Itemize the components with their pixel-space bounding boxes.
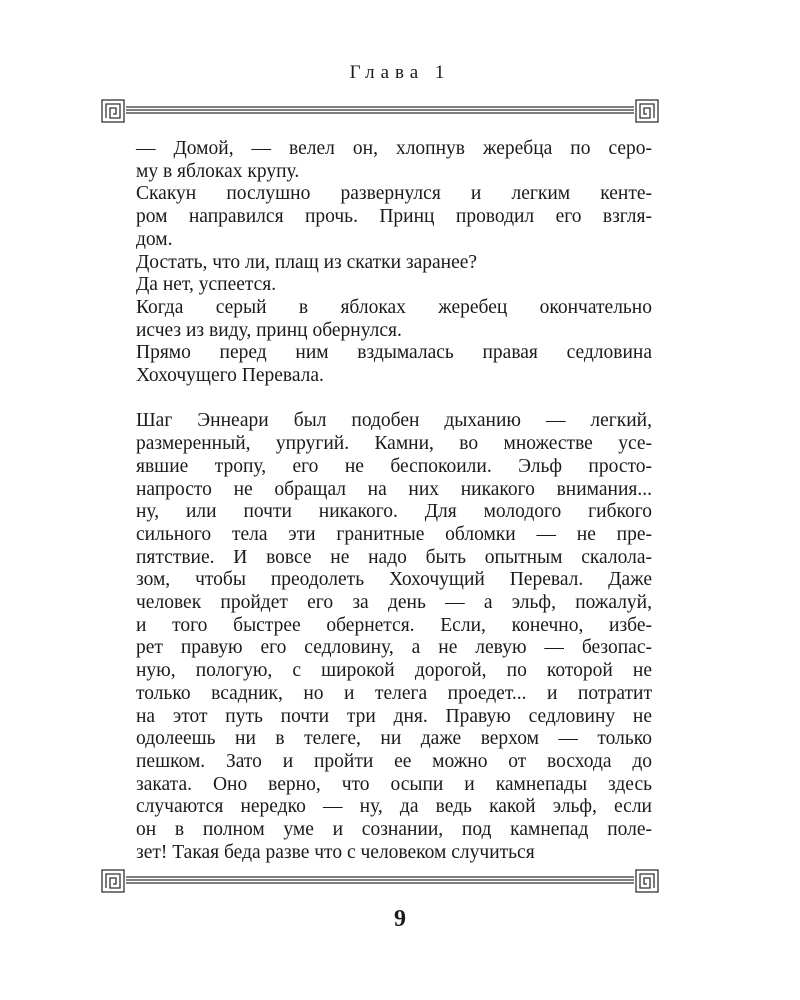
narrative-section [106,410,652,864]
text-line: Шаг Эннеари был подобен дыханию — легкий, [136,410,652,432]
paragraph [106,297,652,342]
text-line: сильного тела эти гранитные обломки — не пре- [136,523,652,545]
paragraph [106,138,652,183]
text-line: Хохочущего Перевала. [136,365,324,387]
text-line: пешком. Зато и пройти ее можно от восхода до [136,750,652,772]
text-line: явшие тропу, его не беспокоили. Эльф просто- [136,455,652,477]
text-line: зет! Такая беда разве что с человеком случиться [136,841,535,863]
text-line: он в полном уме и сознании, под камнепад поле- [136,819,652,841]
text-line: случаются нередко — ну, да ведь какой эльф, если [136,796,652,818]
text-line: человек пройдет его за день — а эльф, пожалуй, [136,592,652,614]
paragraph [106,252,652,275]
text-line: Скакун послушно развернулся и легким кенте- [136,183,652,205]
running-head: Глава 1 [349,62,451,83]
text-line: Когда серый в яблоках жеребец окончательно [136,296,652,318]
text-line: зом, чтобы преодолеть Хохочущий Перевал. Даже [136,569,652,591]
text-line: дом. [136,228,173,250]
text-line: му в яблоках крупу. [136,160,300,182]
text-line: рет правую его седловину, а не левую — безопас- [136,637,652,659]
text-line: и того быстрее обернется. Если, конечно, избе- [136,614,652,636]
text-line: пятствие. И вовсе не надо быть опытным скалола- [136,546,652,568]
text-line: ную, пологую, с широкой дорогой, по которой не [136,660,652,682]
text-line: на этот путь почти три дня. Правую седловину не [136,705,652,727]
text-line: исчез из виду, принц обернулся. [136,319,402,341]
ornament-top [100,98,660,124]
paragraph [106,342,652,387]
dialogue-section [106,138,652,388]
body-text [106,138,652,864]
paragraph [106,274,652,297]
text-line: Прямо перед ним вздымалась правая седловина [136,342,652,364]
paragraph [106,183,652,251]
text-line: — Домой, — велел он, хлопнув жеребца по серо- [136,138,652,159]
paragraph [106,410,652,864]
text-line: напросто не обращал на них никакого внимания... [136,478,652,500]
text-line: только всадник, но и телега проедет... и потратит [136,682,652,704]
page-number: 9 [394,906,406,932]
text-line: ну, или почти никакого. Для молодого гибкого [136,501,652,523]
text-line: одолеешь ни в телеге, ни даже верхом — только [136,728,652,750]
ornament-bottom [100,868,660,894]
text-line: ром направился прочь. Принц проводил его взгля- [136,206,652,228]
text-line: Да нет, успеется. [136,274,277,296]
text-line: заката. Оно верно, что осыпи и камнепады здесь [136,773,652,795]
text-line: размеренный, упругий. Камни, во множестве усе- [136,433,652,455]
greek-key-border-icon [100,868,660,894]
text-line: Достать, что ли, плащ из скатки заранее? [136,251,478,273]
greek-key-border-icon [100,98,660,124]
